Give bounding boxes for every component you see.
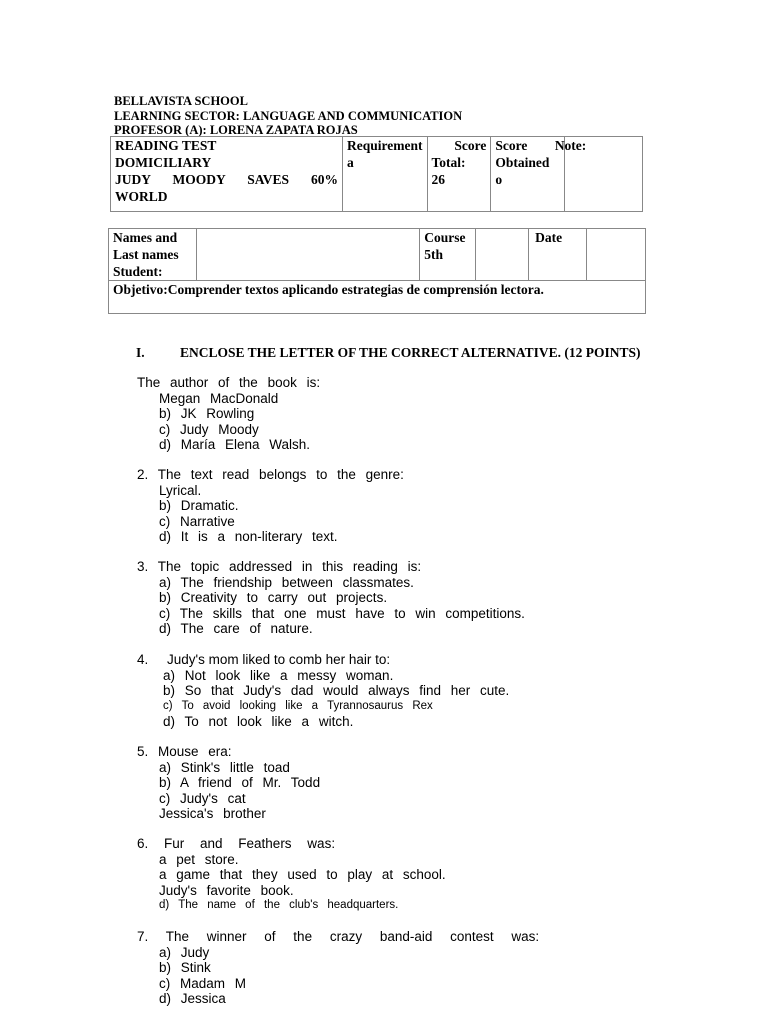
- question-stem: 7. The winner of the crazy band-aid contest was:: [137, 929, 540, 944]
- answer-option[interactable]: d) It is a non-literary text.: [159, 529, 338, 544]
- test-title-line: WORLD: [115, 189, 168, 204]
- section-title: ENCLOSE THE LETTER OF THE CORRECT ALTERNATIVE. (12 POINTS): [180, 345, 641, 360]
- teacher-name: PROFESOR (A): LORENA ZAPATA ROJAS: [114, 123, 358, 137]
- date-label-cell: [529, 229, 586, 281]
- answer-option[interactable]: c) Judy Moody: [159, 421, 259, 437]
- note-label: Note:: [554, 138, 587, 153]
- answer-option[interactable]: Megan MacDonald: [159, 390, 279, 406]
- answer-option[interactable]: b) Dramatic.: [159, 498, 239, 513]
- question-stem: 6. Fur and Feathers was:: [137, 836, 336, 851]
- requirement-cell: [343, 137, 428, 212]
- test-title-line: READING TEST: [115, 138, 217, 153]
- answer-option[interactable]: Lyrical.: [159, 482, 202, 498]
- answer-option[interactable]: c) The skills that one must have to win competitions.: [159, 605, 525, 621]
- answer-option[interactable]: c) To avoid looking like a Tyrannosaurus Rex: [163, 699, 433, 712]
- question-stem: 3. The topic addressed in this reading is:: [137, 559, 422, 574]
- document-header: [114, 94, 462, 138]
- answer-option[interactable]: a) Stink's little toad: [159, 759, 290, 775]
- course-label: Course: [424, 230, 466, 245]
- answer-option[interactable]: d) The care of nature.: [159, 621, 313, 636]
- answer-option[interactable]: Jessica's brother: [159, 806, 266, 821]
- test-title-line: DOMICILIARY: [115, 155, 212, 170]
- answer-option[interactable]: b) Creativity to carry out projects.: [159, 590, 388, 605]
- answer-option[interactable]: b) JK Rowling: [159, 406, 255, 421]
- requirement-label: a: [347, 155, 354, 170]
- answer-option[interactable]: a) The friendship between classmates.: [159, 574, 414, 590]
- question-stem: 5. Mouse era:: [137, 744, 232, 759]
- answer-option[interactable]: b) A friend of Mr. Todd: [159, 775, 321, 790]
- student-name-field[interactable]: [196, 229, 420, 281]
- answer-option[interactable]: b) So that Judy's dad would always find her cute.: [163, 683, 510, 698]
- answer-option[interactable]: Judy's favorite book.: [159, 882, 294, 898]
- question-3: [137, 559, 525, 637]
- answer-option[interactable]: d) María Elena Walsh.: [159, 437, 311, 452]
- answer-option[interactable]: a game that they used to play at school.: [159, 867, 446, 882]
- answer-option[interactable]: b) Stink: [159, 960, 211, 975]
- question-1: [137, 375, 320, 453]
- date-label: Date: [535, 230, 563, 245]
- names-label: Names and: [113, 230, 178, 245]
- names-label: Last names: [113, 247, 179, 262]
- score-obtained-cell: [491, 137, 564, 212]
- test-info-table: [110, 136, 643, 212]
- course-value: 5th: [424, 247, 444, 262]
- question-stem: 2. The text read belongs to the genre:: [137, 467, 404, 482]
- objective-cell: [109, 281, 646, 314]
- answer-option[interactable]: c) Narrative: [159, 513, 235, 529]
- score-total-cell: [427, 137, 491, 212]
- question-6: [137, 836, 446, 914]
- question-4: [137, 652, 509, 730]
- question-stem: 4. Judy's mom liked to comb her hair to:: [137, 652, 391, 667]
- date-field[interactable]: [586, 229, 645, 281]
- answer-option[interactable]: d) Jessica: [159, 991, 226, 1006]
- answer-option[interactable]: a) Judy: [159, 944, 210, 960]
- answer-option[interactable]: d) The name of the club's headquarters.: [159, 899, 399, 911]
- names-label: Student:: [113, 264, 163, 279]
- answer-option[interactable]: a pet store.: [159, 851, 239, 867]
- test-title-cell: [111, 137, 343, 212]
- answer-option[interactable]: d) To not look like a witch.: [163, 714, 354, 729]
- section-number: I.: [136, 345, 145, 360]
- student-info-table: [108, 228, 646, 314]
- answer-option[interactable]: c) Judy's cat: [159, 790, 246, 806]
- course-label-cell: [420, 229, 475, 281]
- score-obtained-label: Score: [495, 138, 528, 153]
- note-cell[interactable]: [554, 137, 642, 212]
- score-obtained-label: Obtained: [495, 155, 550, 170]
- section-heading: [136, 345, 641, 361]
- learning-sector: LEARNING SECTOR: LANGUAGE AND COMMUNICATION: [114, 108, 463, 123]
- score-total-label: Score: [454, 138, 487, 153]
- names-label-cell: [109, 229, 197, 281]
- answer-option[interactable]: c) Madam M: [159, 975, 247, 991]
- requirement-label: Requirement: [347, 138, 423, 153]
- course-extra-field[interactable]: [475, 229, 528, 281]
- question-5: [137, 744, 320, 822]
- question-7: [137, 929, 539, 1007]
- score-obtained-label: o: [495, 172, 503, 187]
- test-title-line: JUDY MOODY SAVES 60%: [115, 172, 339, 187]
- score-total-value: 26: [431, 172, 446, 187]
- school-name: BELLAVISTA SCHOOL: [114, 94, 248, 108]
- question-stem: The author of the book is:: [137, 375, 321, 390]
- answer-option[interactable]: a) Not look like a messy woman.: [163, 667, 394, 683]
- question-2: [137, 467, 404, 545]
- score-total-label: Total:: [431, 155, 466, 170]
- objective-text: Objetivo:Comprender textos aplicando estrategias de comprensión lectora.: [113, 282, 544, 297]
